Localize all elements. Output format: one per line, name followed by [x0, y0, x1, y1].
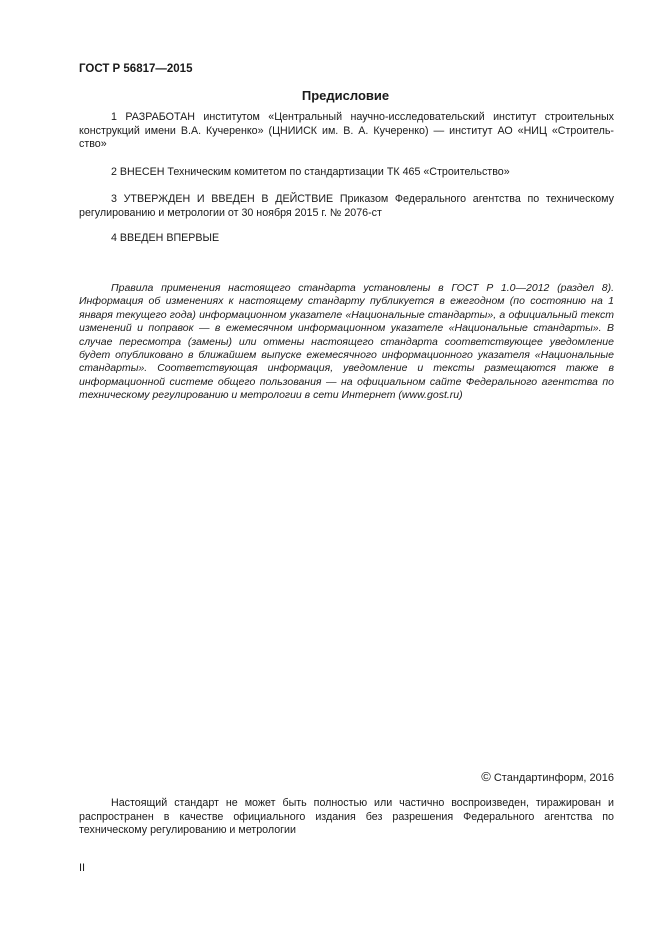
copyright-line — [481, 769, 614, 784]
application-rules-notice: Правила применения настоящего стандарта установлены в ГОСТ Р 1.0—2012 (раздел 8). Информация об изменениях к настоящему стандарту публикуется в ежегодном (по состоянию на 1 января текущего года) информационном указателе «Национальные стандарты», а официальный текст изменений и поправок — в ежемесячном информационном указателе «Национальные стандарты». В случае пересмотра (замены) или отмены настоящего стандарта соответствующее уведомление будет опубликовано в ближайшем выпуске ежемесячного информационного указателя «Национальные стандарты». Соответствующая информация, уведомление и тексты размещаются также в информационной системе общего пользования — на официальном сайте Федерального агентства по техническому регулированию и метрологии в сети Интернет (www.gost.ru) — [79, 282, 614, 402]
document-code: ГОСТ Р 56817—2015 — [79, 63, 193, 75]
preface-item-developed: 1 РАЗРАБОТАН институтом «Центральный научно-исследовательский институт строительных конструкций имени В.А. Кучеренко» (ЦНИИСК им. В. А. Кучеренко) — институт АО «НИЦ «Строитель-ство» — [79, 111, 614, 150]
page-title: Предисловие — [301, 88, 390, 103]
page-number: II — [79, 862, 86, 874]
preface-item-introduced: 2 ВНЕСЕН Техническим комитетом по стандартизации ТК 465 «Строительство» — [111, 166, 510, 178]
preface-item-first-introduced: 4 ВВЕДЕН ВПЕРВЫЕ — [111, 232, 220, 244]
reproduction-rights-notice: Настоящий стандарт не может быть полностью или частично воспроизведен, тиражирован и распространен в качестве официального издания без разрешения Федерального агентства по техническому регулированию и метрологии — [79, 797, 614, 836]
copyright-text: Стандартинформ, 2016 — [493, 772, 614, 784]
copyright-icon: © — [481, 769, 491, 784]
preface-item-approved: 3 УТВЕРЖДЕН И ВВЕДЕН В ДЕЙСТВИЕ Приказом Федерального агентства по техническому регулированию и метрологии от 30 ноября 2015 г. № 2076-ст — [79, 193, 614, 219]
